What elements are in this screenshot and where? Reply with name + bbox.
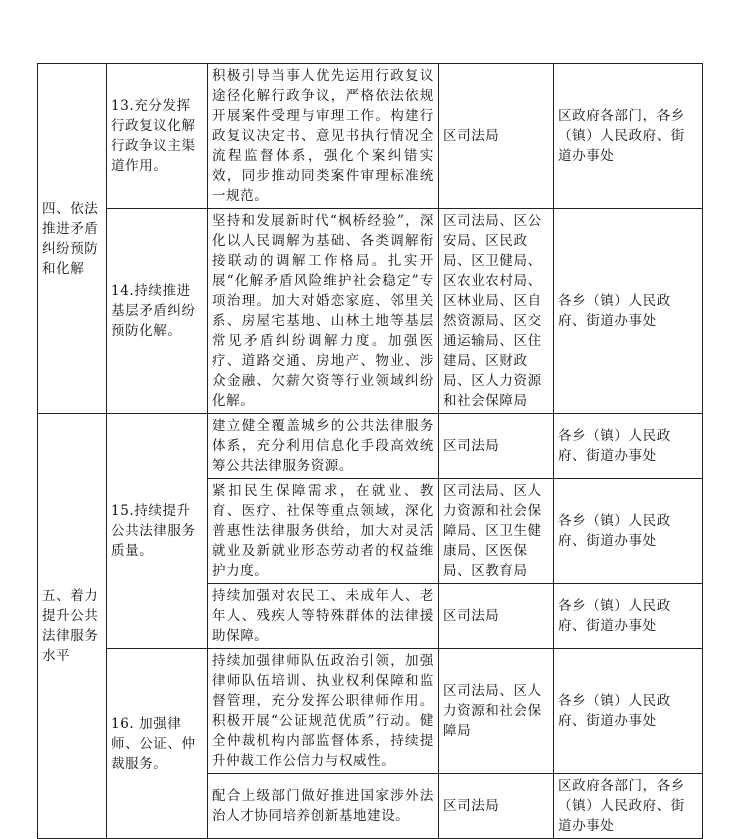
task-cell: 14.持续推进基层矛盾纠纷预防化解。 <box>107 209 208 414</box>
task-cell: 15.持续提升公共法律服务质量。 <box>107 414 208 649</box>
lead-unit-cell: 区司法局、区公安局、区民政局、区卫健局、区农业农村局、区林业局、区自然资源局、区交通运输局、区住建局、区财政局、区人力资源和社会保障局 <box>439 209 554 414</box>
lead-unit-cell: 区司法局、区人力资源和社会保障局 <box>439 649 554 774</box>
lead-unit-cell: 区司法局 <box>439 774 554 839</box>
measure-cell: 紧扣民生保障需求，在就业、教育、医疗、社保等重点领域，深化普惠性法律服务供给，加大对灵活就业及新就业形态劳动者的权益维护力度。 <box>208 479 439 584</box>
measure-cell: 持续加强对农民工、未成年人、老年人、残疾人等特殊群体的法律援助保障。 <box>208 584 439 649</box>
table-row <box>38 64 703 209</box>
measure-cell: 持续加强律师队伍政治引领，加强律师队伍培训、执业权利保障和监督管理，充分发挥公职律师作用。积极开展“公证规范优质”行动。健全仲裁机构内部监督体系，持续提升仲裁工作公信力与权威性。 <box>208 649 439 774</box>
task-cell: 13.充分发挥行政复议化解行政争议主渠道作用。 <box>107 64 208 209</box>
cooperating-unit-cell: 各乡（镇）人民政府、街道办事处 <box>554 414 703 479</box>
measure-cell: 积极引导当事人优先运用行政复议途径化解行政争议，严格依法依规开展案件受理与审理工作。构建行政复议决定书、意见书执行情况全流程监督体系，强化个案纠错实效，同步推动同类案件审理标准统一规范。 <box>208 64 439 209</box>
lead-unit-cell: 区司法局、区人力资源和社会保障局、区卫生健康局、区医保局、区教育局 <box>439 479 554 584</box>
table-row <box>38 649 703 774</box>
category-cell: 五、着力提升公共法律服务水平 <box>38 414 107 839</box>
cooperating-unit-cell: 区政府各部门，各乡（镇）人民政府、街道办事处 <box>554 774 703 839</box>
cooperating-unit-cell: 各乡（镇）人民政府、街道办事处 <box>554 584 703 649</box>
lead-unit-cell: 区司法局 <box>439 64 554 209</box>
measure-cell: 建立健全覆盖城乡的公共法律服务体系，充分利用信息化手段高效统筹公共法律服务资源。 <box>208 414 439 479</box>
cooperating-unit-cell: 各乡（镇）人民政府、街道办事处 <box>554 649 703 774</box>
cooperating-unit-cell: 区政府各部门，各乡（镇）人民政府、街道办事处 <box>554 64 703 209</box>
category-cell: 四、依法推进矛盾纠纷预防和化解 <box>38 64 107 414</box>
table-row <box>38 414 703 479</box>
measure-cell: 配合上级部门做好推进国家涉外法治人才协同培养创新基地建设。 <box>208 774 439 839</box>
task-cell: 16. 加强律师、公证、仲裁服务。 <box>107 649 208 839</box>
cooperating-unit-cell: 各乡（镇）人民政府、街道办事处 <box>554 209 703 414</box>
cooperating-unit-cell: 各乡（镇）人民政府、街道办事处 <box>554 479 703 584</box>
table-row <box>38 209 703 414</box>
measure-cell: 坚持和发展新时代“枫桥经验”，深化以人民调解为基础、各类调解衔接联动的调解工作格局。扎实开展“化解矛盾风险维护社会稳定”专项治理。加大对婚恋家庭、邻里关系、房屋宅基地、山林土地等基层常见矛盾纠纷调解力度。加强医疗、道路交通、房地产、物业、涉众金融、欠薪欠资等行业领域纠纷化解。 <box>208 209 439 414</box>
lead-unit-cell: 区司法局 <box>439 414 554 479</box>
policy-table <box>37 63 703 839</box>
lead-unit-cell: 区司法局 <box>439 584 554 649</box>
